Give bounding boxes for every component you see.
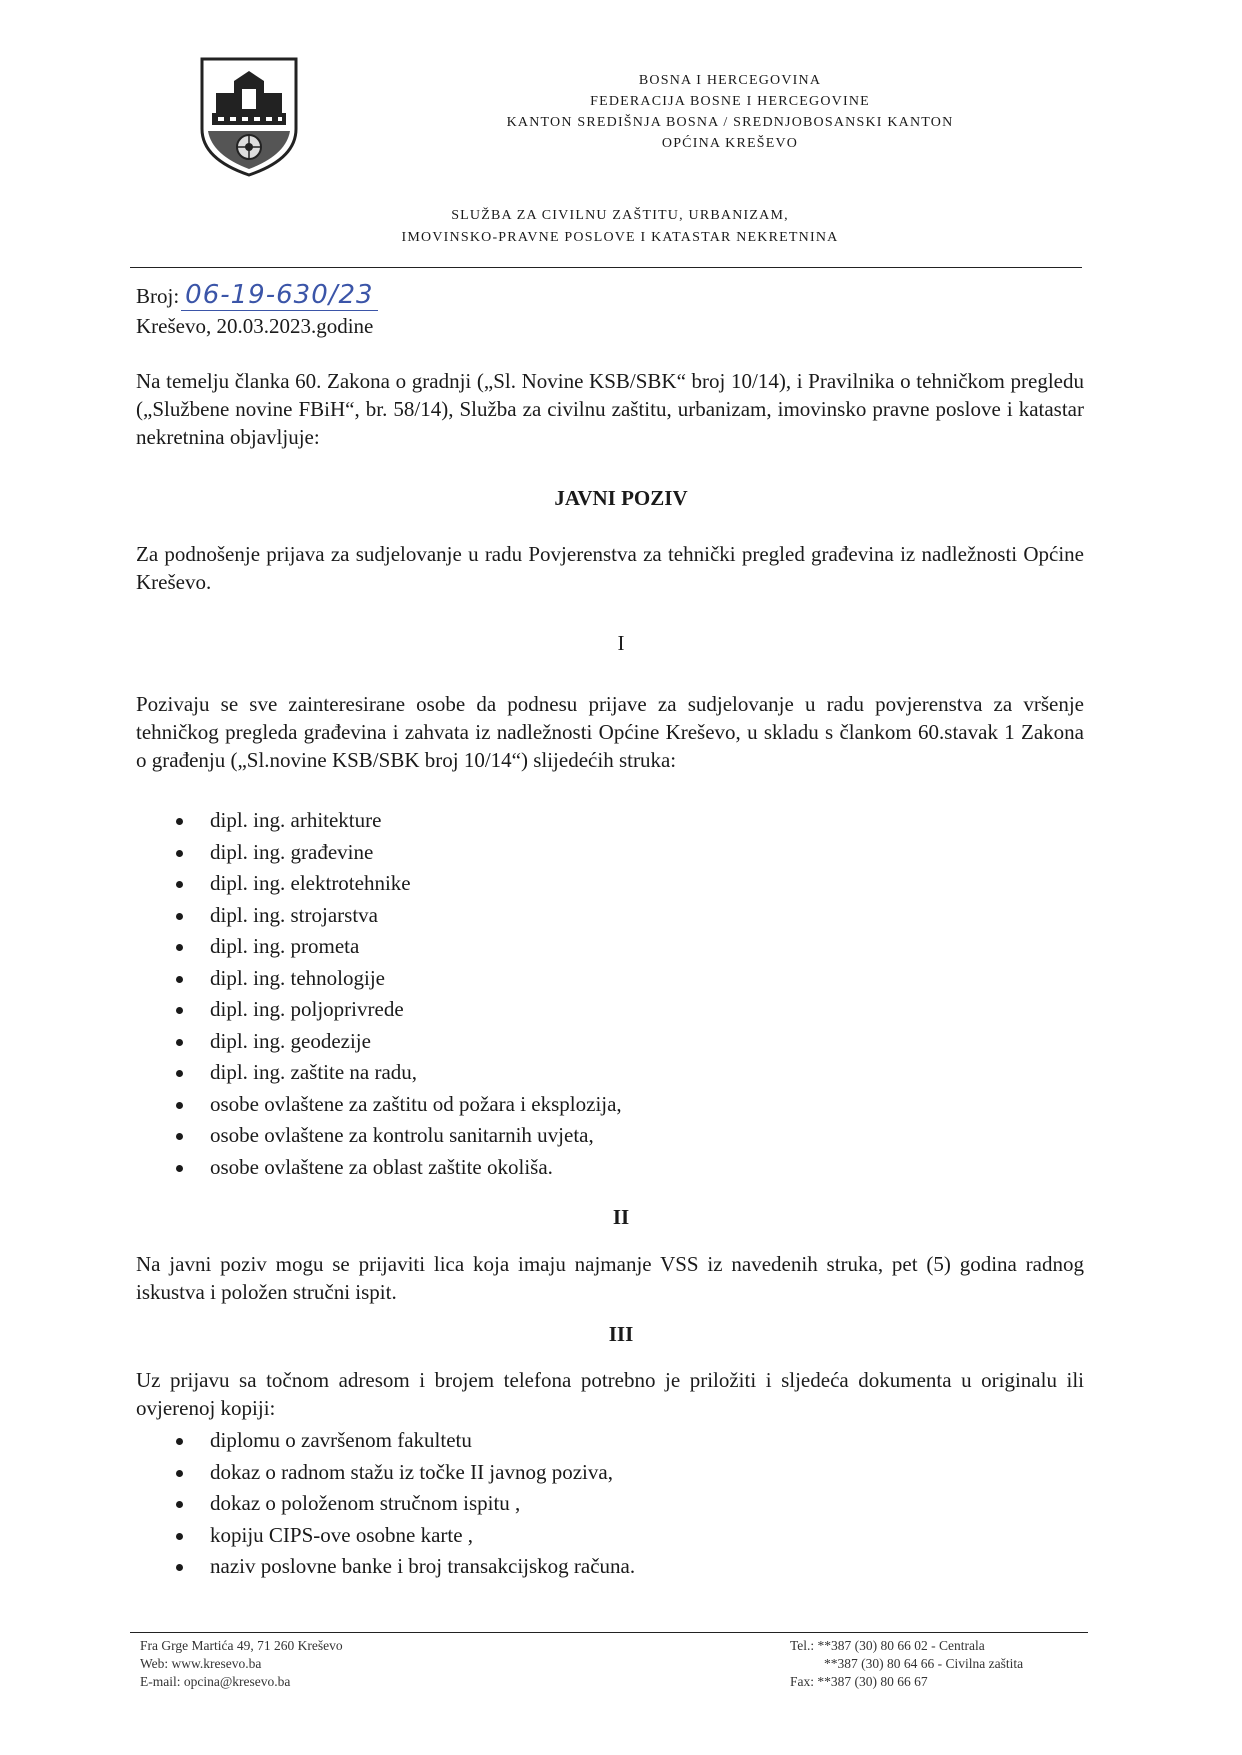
footer-contact-left xyxy=(140,1637,343,1691)
list-item: dipl. ing. strojarstva xyxy=(176,900,622,932)
footer-tel-central: Tel.: **387 (30) 80 66 02 - Centrala xyxy=(790,1638,985,1653)
header-line: BOSNA I HERCEGOVINA xyxy=(638,73,822,88)
list-item: dipl. ing. arhitekture xyxy=(176,805,622,837)
section3-paragraph: Uz prijavu sa točnom adresom i brojem telefona potrebno je priložiti i sljedeća dokumenta u originalu ili ovjerenoj kopiji: xyxy=(136,1368,1084,1420)
institution-header xyxy=(450,70,1010,154)
section-heading-1: I xyxy=(617,631,625,655)
footer-fax: Fax: **387 (30) 80 66 67 xyxy=(790,1674,928,1689)
list-item: osobe ovlaštene za kontrolu sanitarnih uvjeta, xyxy=(176,1120,622,1152)
section-heading-2: II xyxy=(612,1205,630,1229)
list-item: dipl. ing. zaštite na radu, xyxy=(176,1057,622,1089)
service-line: SLUŽBA ZA CIVILNU ZAŠTITU, URBANIZAM, xyxy=(451,208,789,223)
footer-divider xyxy=(130,1632,1088,1633)
list-item: dipl. ing. geodezije xyxy=(176,1026,622,1058)
section2-paragraph: Na javni poziv mogu se prijaviti lica koja imaju najmanje VSS iz navedenih struka, pet (5) godina radnog iskustva i položen stručni ispit. xyxy=(136,1252,1084,1304)
header-line: FEDERACIJA BOSNE I HERCEGOVINE xyxy=(590,94,870,109)
list-item: dokaz o radnom stažu iz točke II javnog poziva, xyxy=(176,1457,635,1489)
section-heading-3: III xyxy=(608,1322,634,1346)
list-item: dipl. ing. poljoprivrede xyxy=(176,994,622,1026)
list-item: naziv poslovne banke i broj transakcijskog računa. xyxy=(176,1551,635,1583)
list-item: dipl. ing. građevine xyxy=(176,837,622,869)
handwritten-reference: 06-19-630/23 xyxy=(181,280,377,311)
date-line: Kreševo, 20.03.2023.godine xyxy=(136,314,374,338)
reference-number xyxy=(136,280,378,311)
list-item: osobe ovlaštene za zaštitu od požara i eksplozija, xyxy=(176,1089,622,1121)
list-item: dipl. ing. tehnologije xyxy=(176,963,622,995)
section1-paragraph: Pozivaju se sve zainteresirane osobe da podnesu prijave za sudjelovanje u radu povjerenstva za vršenje tehničkog pregleda građevina i zahvata iz nadležnosti Općine Kreševo, u skladu s člankom 60.stavak 1 Zakona o građenju („Sl.novine KSB/SBK broj 10/14“) slijedećih struka: xyxy=(136,692,1084,772)
header-line: KANTON SREDIŠNJA BOSNA / SREDNJOBOSANSKI KANTON xyxy=(506,115,954,130)
municipality-crest-icon xyxy=(198,55,300,179)
header-divider xyxy=(130,267,1082,268)
list-item: dokaz o položenom stručnom ispitu , xyxy=(176,1488,635,1520)
list-item: kopiju CIPS-ove osobne karte , xyxy=(176,1520,635,1552)
footer-email: E-mail: opcina@kresevo.ba xyxy=(140,1674,291,1689)
documents-list xyxy=(176,1425,635,1583)
footer-tel-civil: **387 (30) 80 64 66 - Civilna zaštita xyxy=(824,1656,1024,1671)
header-line: OPĆINA KREŠEVO xyxy=(661,136,799,151)
service-header xyxy=(340,205,900,249)
list-item: osobe ovlaštene za oblast zaštite okoliša. xyxy=(176,1152,622,1184)
list-item: dipl. ing. elektrotehnike xyxy=(176,868,622,900)
subtitle-paragraph: Za podnošenje prijava za sudjelovanje u radu Povjerenstva za tehnički pregled građevina iz nadležnosti Općine Kreševo. xyxy=(136,542,1084,594)
list-item: dipl. ing. prometa xyxy=(176,931,622,963)
footer-address: Fra Grge Martića 49, 71 260 Kreševo xyxy=(140,1638,343,1653)
footer-web: Web: www.kresevo.ba xyxy=(140,1656,262,1671)
footer-contact-right xyxy=(790,1637,1023,1691)
reference-label: Broj: xyxy=(136,284,180,308)
intro-paragraph: Na temelju članka 60. Zakona o gradnji („Sl. Novine KSB/SBK“ broj 10/14), i Pravilnika o tehničkom pregledu („Službene novine FBiH“, br. 58/14), Služba za civilnu zaštitu, urbanizam, imovinsko pravne poslove i katastar nekretnina objavljuje: xyxy=(136,369,1084,449)
service-line: IMOVINSKO-PRAVNE POSLOVE I KATASTAR NEKRETNINA xyxy=(401,230,839,245)
list-item: diplomu o završenom fakultetu xyxy=(176,1425,635,1457)
document-title: JAVNI POZIV xyxy=(554,486,688,510)
professions-list xyxy=(176,805,622,1183)
